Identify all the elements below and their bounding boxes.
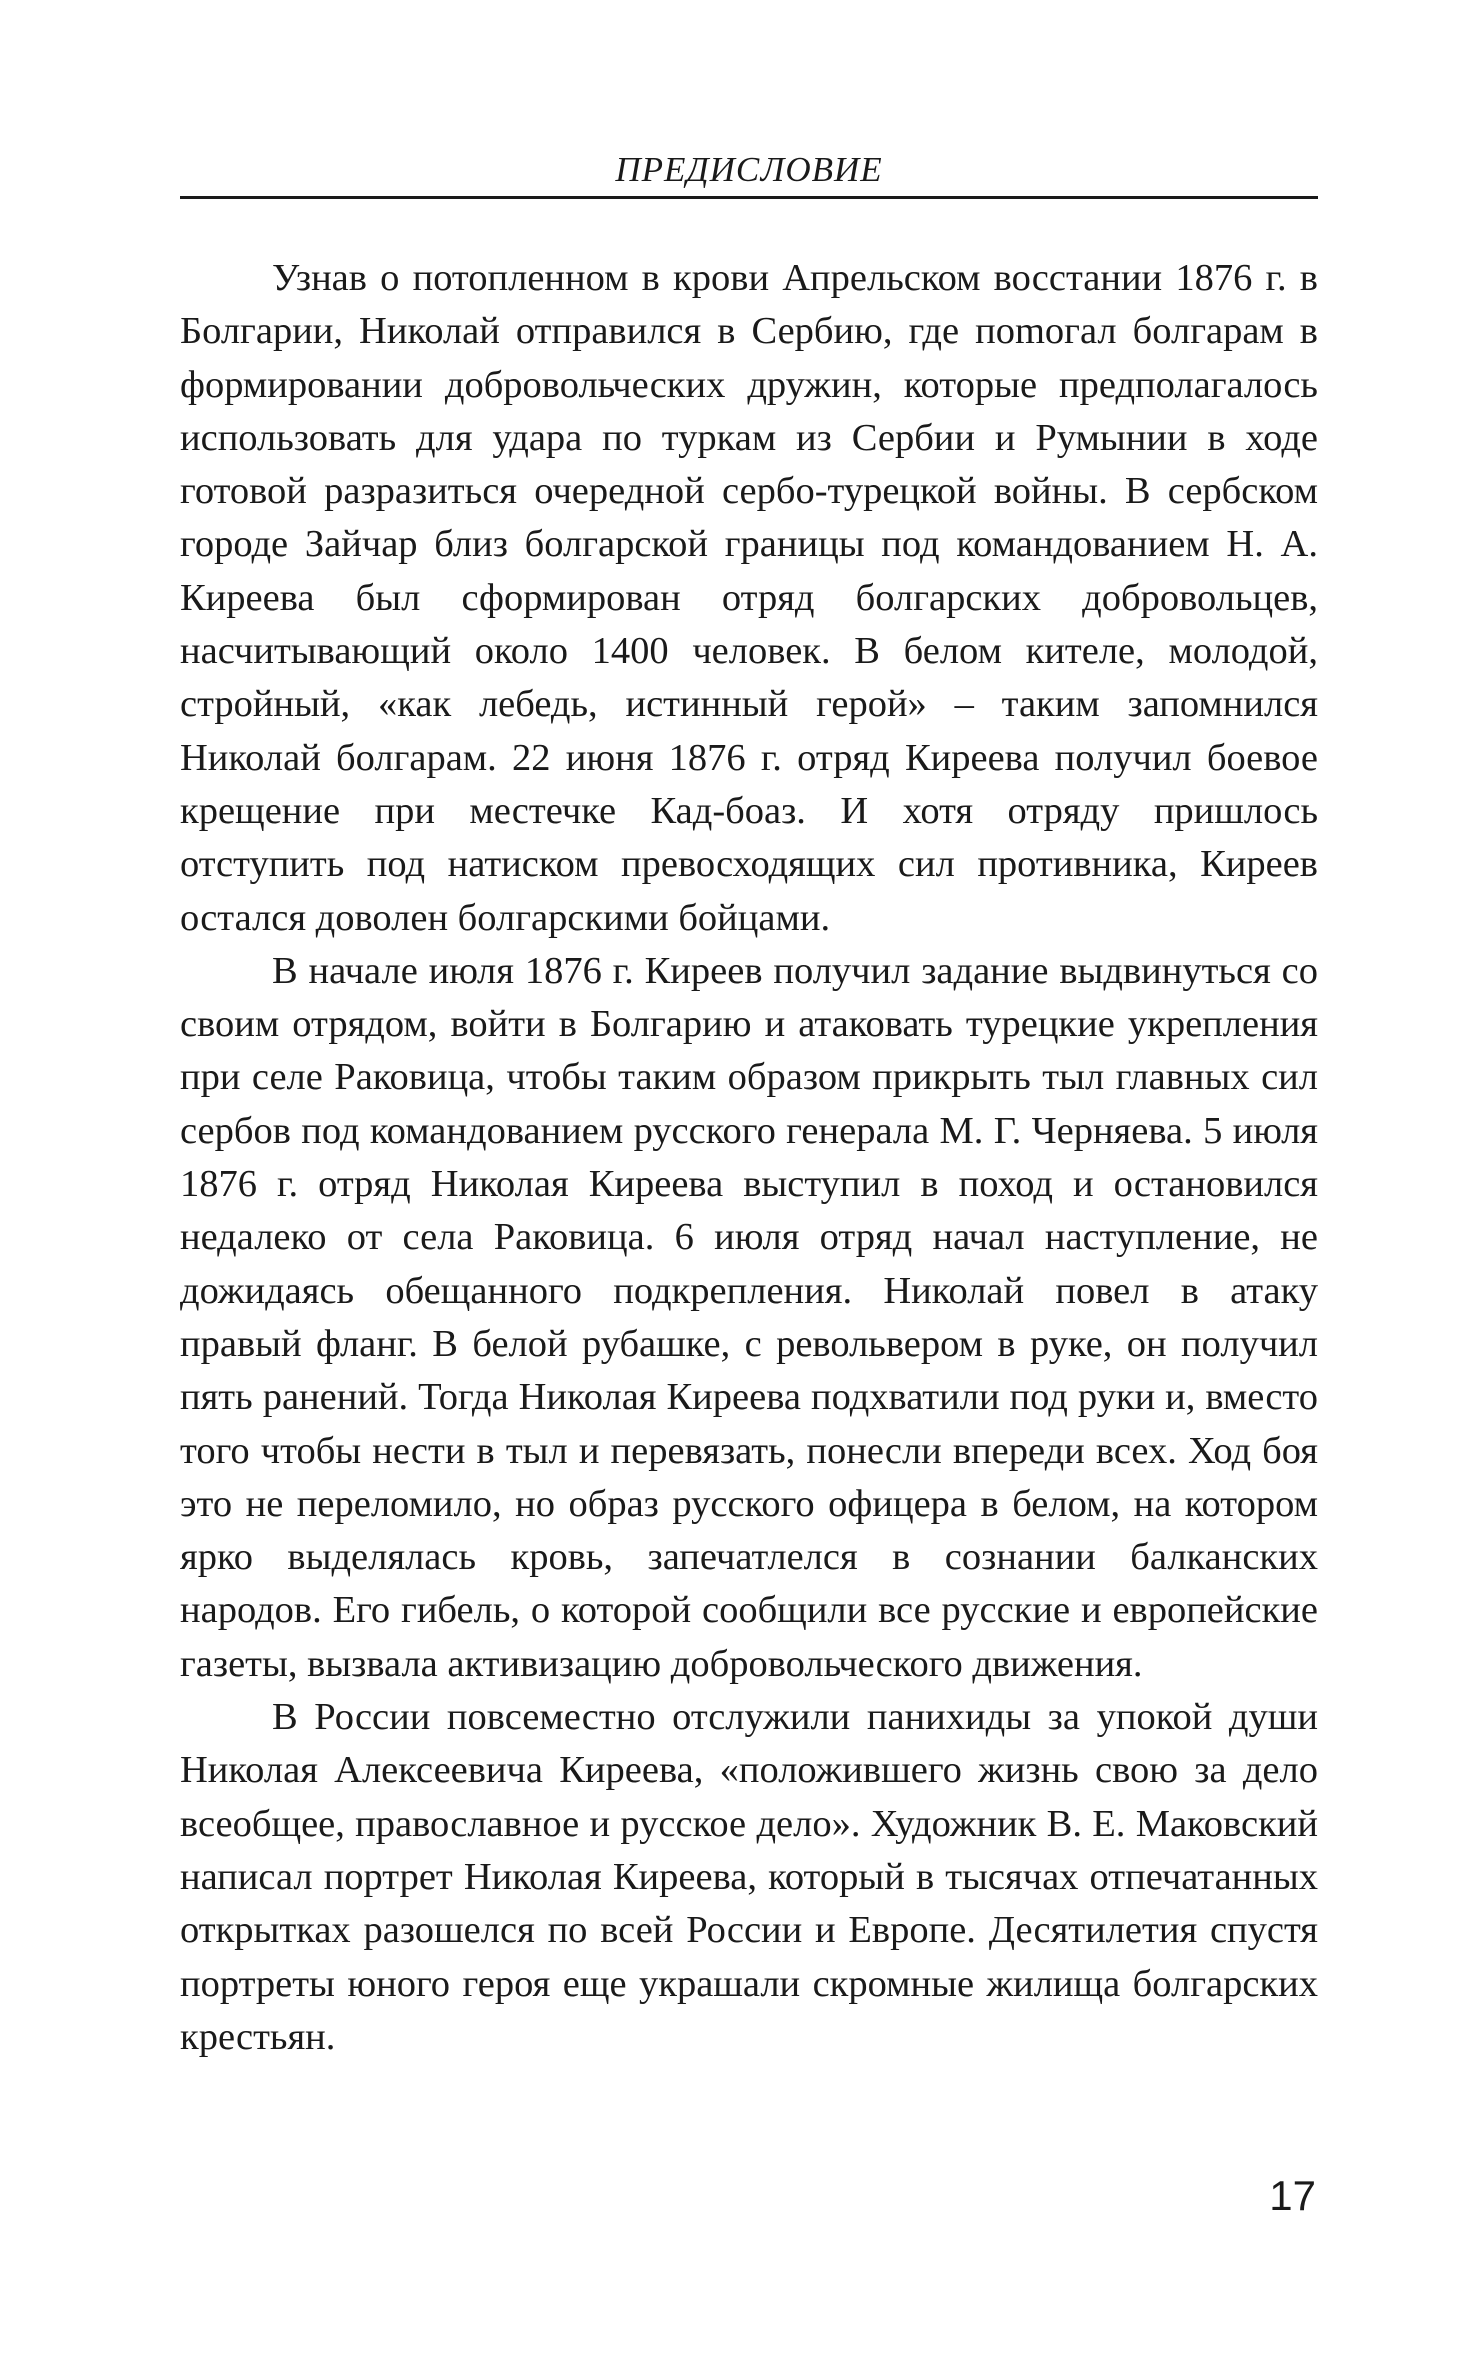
- page-number: 17: [1269, 2172, 1316, 2219]
- paragraph-3: В России повсеместно отслужили панихиды за упокой души Николая Алексеевича Киреева, «положившего жизнь свою за дело всеобщее, православное и русское дело». Художник В. Е. Маковский написал портрет Николая Киреева, который в тысячах отпечатанных открытках разошелся по всей России и Европе. Десятилетия спустя портреты юного героя еще украшали скромные жилища болгарских крестьян.: [180, 1696, 1318, 2058]
- running-header: ПРЕДИСЛОВИЕ: [615, 150, 883, 189]
- paragraph-2: В начале июля 1876 г. Киреев получил задание выдвинуться со своим отрядом, войти в Болгарию и атаковать турецкие укрепления при селе Раковица, чтобы таким образом прикрыть тыл главных сил сербов под командованием русского генерала М. Г. Черняева. 5 июля 1876 г. отряд Николая Киреева выступил в поход и остановился недалеко от села Раковица. 6 июля отряд начал наступление, не дожидаясь обещанного подкрепления. Николай повел в атаку правый фланг. В белой рубашке, с револьвером в руке, он получил пять ранений. Тогда Николая Киреева подхватили под руки и, вместо того чтобы нести в тыл и перевязать, понесли впереди всех. Ход боя это не переломило, но образ русского офицера в белом, на котором ярко выделялась кровь, запечатлелся в сознании балканских народов. Его гибель, о которой сообщили все русские и европейские газеты, вызвала активизацию добровольческого движения.: [180, 949, 1318, 1685]
- paragraph-1: Узнав о потопленном в крови Апрельском восстании 1876 г. в Болгарии, Николай отправился в Сербию, где поmогал болгарам в формировании добровольческих дружин, которые предполагалось использовать для удара по туркам из Сербии и Румынии в ходе готовой разразиться очередной сербо-турецкой войны. В сербском городе Зайчар близ болгарской границы под командованием Н. А. Киреева был сформирован отряд болгарских добровольцев, насчитывающий около 1400 человек. В белом кителе, молодой, стройный, «как лебедь, истинный герой» – таким запомнился Николай болгарам. 22 июня 1876 г. отряд Киреева получил боевое крещение при местечке Кад-боаз. И хотя отряду пришлось отступить под натиском превосходящих сил противника, Киреев остался доволен болгарскими бойцами.: [180, 257, 1318, 939]
- body-text: [180, 252, 1318, 2064]
- header-rule: [180, 196, 1318, 199]
